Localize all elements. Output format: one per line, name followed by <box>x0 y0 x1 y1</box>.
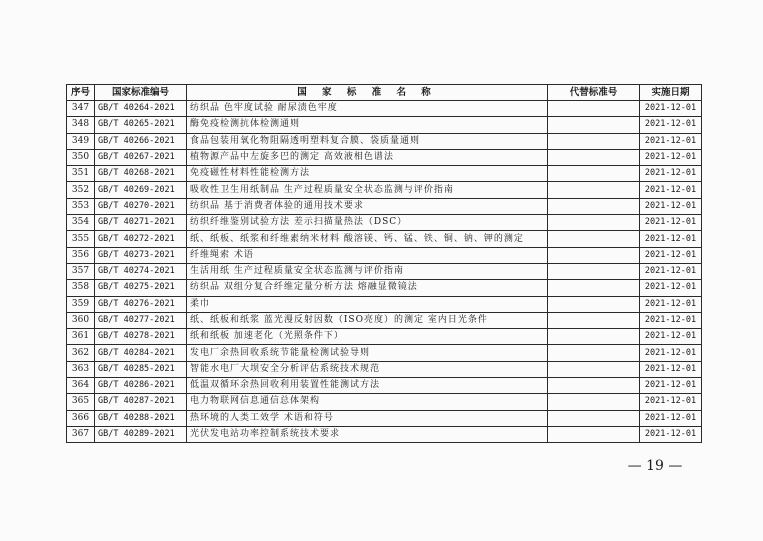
cell-serial-number: 366 <box>67 410 95 426</box>
cell-replaced-standard <box>548 263 640 279</box>
cell-serial-number: 353 <box>67 198 95 214</box>
cell-standard-name: 柔巾 <box>187 296 548 312</box>
cell-implementation-date: 2021-12-01 <box>640 231 702 247</box>
cell-implementation-date: 2021-12-01 <box>640 329 702 345</box>
table-row <box>67 410 702 426</box>
cell-replaced-standard <box>548 215 640 231</box>
cell-standard-code: GB/T 40268-2021 <box>95 166 187 182</box>
header-standard-name: 国 家 标 准 名 称 <box>187 85 548 101</box>
cell-serial-number: 351 <box>67 166 95 182</box>
cell-standard-code: GB/T 40264-2021 <box>95 101 187 117</box>
cell-serial-number: 364 <box>67 378 95 394</box>
cell-serial-number: 349 <box>67 133 95 149</box>
table-row <box>67 133 702 149</box>
cell-serial-number: 362 <box>67 345 95 361</box>
cell-standard-code: GB/T 40286-2021 <box>95 378 187 394</box>
cell-serial-number: 350 <box>67 149 95 165</box>
table-row <box>67 296 702 312</box>
cell-standard-name: 纸、纸板和纸浆 蓝光漫反射因数（ISO亮度）的测定 室内日光条件 <box>187 312 548 328</box>
cell-implementation-date: 2021-12-01 <box>640 133 702 149</box>
cell-replaced-standard <box>548 117 640 133</box>
table-row <box>67 345 702 361</box>
table-row <box>67 231 702 247</box>
cell-replaced-standard <box>548 378 640 394</box>
cell-standard-code: GB/T 40288-2021 <box>95 410 187 426</box>
cell-replaced-standard <box>548 182 640 198</box>
cell-standard-code: GB/T 40277-2021 <box>95 312 187 328</box>
cell-standard-name: 免疫磁性材料性能检测方法 <box>187 166 548 182</box>
cell-implementation-date: 2021-12-01 <box>640 117 702 133</box>
cell-serial-number: 354 <box>67 215 95 231</box>
cell-standard-name: 纺织品 基于消费者体验的通用技术要求 <box>187 198 548 214</box>
table-row <box>67 394 702 410</box>
cell-implementation-date: 2021-12-01 <box>640 410 702 426</box>
cell-standard-code: GB/T 40273-2021 <box>95 247 187 263</box>
cell-replaced-standard <box>548 166 640 182</box>
header-replaced-standard: 代替标准号 <box>548 85 640 101</box>
cell-standard-code: GB/T 40276-2021 <box>95 296 187 312</box>
cell-replaced-standard <box>548 149 640 165</box>
cell-replaced-standard <box>548 198 640 214</box>
table-row <box>67 182 702 198</box>
table-row <box>67 215 702 231</box>
cell-standard-code: GB/T 40265-2021 <box>95 117 187 133</box>
table-row <box>67 101 702 117</box>
table-row <box>67 263 702 279</box>
cell-standard-name: 植物源产品中左旋多巴的测定 高效液相色谱法 <box>187 149 548 165</box>
cell-replaced-standard <box>548 247 640 263</box>
cell-implementation-date: 2021-12-01 <box>640 166 702 182</box>
table-row <box>67 361 702 377</box>
cell-replaced-standard <box>548 133 640 149</box>
table-row <box>67 378 702 394</box>
cell-replaced-standard <box>548 101 640 117</box>
cell-standard-code: GB/T 40284-2021 <box>95 345 187 361</box>
cell-standard-name: 纺织品 色牢度试验 耐尿渍色牢度 <box>187 101 548 117</box>
standards-table <box>66 84 702 443</box>
cell-serial-number: 347 <box>67 101 95 117</box>
cell-implementation-date: 2021-12-01 <box>640 182 702 198</box>
cell-standard-name: 智能水电厂大坝安全分析评估系统技术规范 <box>187 361 548 377</box>
table-header-row <box>67 85 702 101</box>
cell-replaced-standard <box>548 426 640 442</box>
cell-implementation-date: 2021-12-01 <box>640 215 702 231</box>
cell-implementation-date: 2021-12-01 <box>640 263 702 279</box>
cell-standard-code: GB/T 40270-2021 <box>95 198 187 214</box>
cell-standard-name: 发电厂余热回收系统节能量检测试验导则 <box>187 345 548 361</box>
cell-replaced-standard <box>548 280 640 296</box>
cell-standard-name: 光伏发电站功率控制系统技术要求 <box>187 426 548 442</box>
cell-replaced-standard <box>548 410 640 426</box>
cell-standard-name: 酶免疫检测抗体检测通则 <box>187 117 548 133</box>
cell-replaced-standard <box>548 394 640 410</box>
cell-standard-code: GB/T 40266-2021 <box>95 133 187 149</box>
table-body <box>67 101 702 443</box>
cell-standard-name: 纸、纸板、纸浆和纤维素纳米材料 酸溶镁、钙、锰、铁、铜、钠、钾的测定 <box>187 231 548 247</box>
cell-standard-name: 热环境的人类工效学 术语和符号 <box>187 410 548 426</box>
cell-standard-code: GB/T 40278-2021 <box>95 329 187 345</box>
cell-replaced-standard <box>548 231 640 247</box>
cell-standard-code: GB/T 40289-2021 <box>95 426 187 442</box>
table-row <box>67 149 702 165</box>
cell-standard-name: 纸和纸板 加速老化（光照条件下） <box>187 329 548 345</box>
cell-serial-number: 352 <box>67 182 95 198</box>
cell-replaced-standard <box>548 361 640 377</box>
cell-standard-name: 纤维绳索 术语 <box>187 247 548 263</box>
cell-standard-name: 低温双循环余热回收利用装置性能测试方法 <box>187 378 548 394</box>
cell-serial-number: 361 <box>67 329 95 345</box>
cell-implementation-date: 2021-12-01 <box>640 312 702 328</box>
cell-implementation-date: 2021-12-01 <box>640 361 702 377</box>
cell-implementation-date: 2021-12-01 <box>640 280 702 296</box>
cell-serial-number: 360 <box>67 312 95 328</box>
cell-implementation-date: 2021-12-01 <box>640 296 702 312</box>
cell-serial-number: 348 <box>67 117 95 133</box>
cell-serial-number: 367 <box>67 426 95 442</box>
cell-standard-name: 纺织品 双组分复合纤维定量分析方法 熔融显微镜法 <box>187 280 548 296</box>
header-serial-number: 序号 <box>67 85 95 101</box>
cell-serial-number: 355 <box>67 231 95 247</box>
cell-standard-name: 生活用纸 生产过程质量安全状态监测与评价指南 <box>187 263 548 279</box>
table-row <box>67 198 702 214</box>
cell-standard-code: GB/T 40287-2021 <box>95 394 187 410</box>
cell-replaced-standard <box>548 329 640 345</box>
table-row <box>67 117 702 133</box>
cell-standard-name: 食品包装用氧化物阻隔透明塑料复合膜、袋质量通则 <box>187 133 548 149</box>
cell-implementation-date: 2021-12-01 <box>640 101 702 117</box>
cell-implementation-date: 2021-12-01 <box>640 345 702 361</box>
cell-standard-code: GB/T 40267-2021 <box>95 149 187 165</box>
table-row <box>67 166 702 182</box>
page-number: — 19 — <box>627 458 683 474</box>
cell-standard-code: GB/T 40269-2021 <box>95 182 187 198</box>
cell-serial-number: 365 <box>67 394 95 410</box>
cell-standard-name: 吸收性卫生用纸制品 生产过程质量安全状态监测与评价指南 <box>187 182 548 198</box>
cell-implementation-date: 2021-12-01 <box>640 394 702 410</box>
table-row <box>67 280 702 296</box>
cell-standard-name: 纺织纤维鉴别试验方法 差示扫描量热法（DSC） <box>187 215 548 231</box>
cell-serial-number: 359 <box>67 296 95 312</box>
cell-standard-code: GB/T 40271-2021 <box>95 215 187 231</box>
cell-replaced-standard <box>548 312 640 328</box>
cell-standard-code: GB/T 40274-2021 <box>95 263 187 279</box>
table-row <box>67 312 702 328</box>
cell-serial-number: 363 <box>67 361 95 377</box>
cell-implementation-date: 2021-12-01 <box>640 426 702 442</box>
cell-replaced-standard <box>548 345 640 361</box>
cell-implementation-date: 2021-12-01 <box>640 149 702 165</box>
table-row <box>67 329 702 345</box>
cell-standard-code: GB/T 40285-2021 <box>95 361 187 377</box>
cell-standard-name: 电力物联网信息通信总体架构 <box>187 394 548 410</box>
cell-serial-number: 356 <box>67 247 95 263</box>
cell-serial-number: 357 <box>67 263 95 279</box>
table-row <box>67 426 702 442</box>
table-row <box>67 247 702 263</box>
cell-replaced-standard <box>548 296 640 312</box>
cell-implementation-date: 2021-12-01 <box>640 247 702 263</box>
cell-serial-number: 358 <box>67 280 95 296</box>
cell-standard-code: GB/T 40275-2021 <box>95 280 187 296</box>
cell-implementation-date: 2021-12-01 <box>640 378 702 394</box>
header-standard-code: 国家标准编号 <box>95 85 187 101</box>
cell-implementation-date: 2021-12-01 <box>640 198 702 214</box>
header-implementation-date: 实施日期 <box>640 85 702 101</box>
cell-standard-code: GB/T 40272-2021 <box>95 231 187 247</box>
